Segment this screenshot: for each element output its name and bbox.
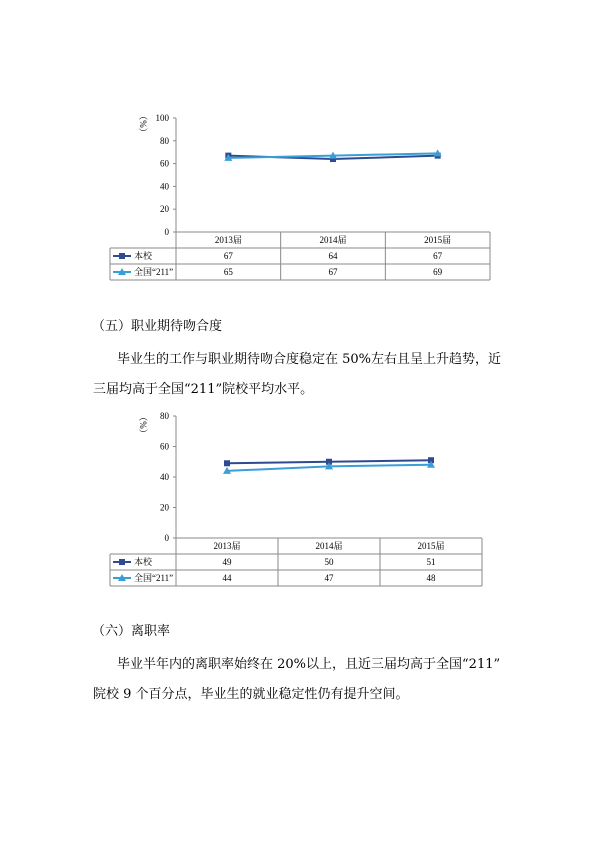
y-tick-label: 0 (164, 227, 169, 237)
data-point-square (224, 460, 230, 466)
y-tick-label: 80 (160, 135, 169, 146)
y-tick-label: 40 (160, 181, 169, 192)
table-cell-value: 49 (222, 557, 232, 567)
legend-label: 本校 (134, 251, 153, 261)
table-cell-value: 65 (223, 267, 233, 277)
paragraph-line: 毕业半年内的离职率始终在 20%以上，且近三届均高于全国“211” (117, 657, 501, 672)
table-column-header: 2014届 (319, 235, 347, 245)
table-cell-value: 69 (433, 267, 443, 277)
y-axis-unit-label: （%） (138, 111, 148, 137)
paragraph-turnover-rate (93, 650, 523, 710)
table-cell-value: 67 (433, 251, 443, 261)
y-tick-label: 20 (160, 502, 169, 513)
table-column-header: 2015届 (417, 541, 445, 551)
legend-label: 全国“211” (134, 267, 174, 277)
y-tick-label: 0 (164, 533, 169, 543)
section-heading-job-expectation: （五）职业期待吻合度 (92, 319, 223, 334)
y-tick-label: 60 (160, 158, 169, 169)
paragraph-line: 院校 9 个百分点，毕业生的就业稳定性仍有提升空间。 (93, 687, 409, 702)
paragraph-line: 三届均高于全国“211”院校平均水平。 (93, 382, 314, 397)
y-tick-label: 100 (155, 113, 169, 123)
y-tick-label: 60 (160, 441, 169, 452)
table-column-header: 2015届 (424, 235, 452, 245)
legend-label: 全国“211” (134, 573, 174, 583)
table-cell-value: 47 (324, 573, 334, 583)
table-cell-value: 51 (426, 557, 436, 567)
table-cell-value: 48 (426, 573, 436, 583)
table-column-header: 2013届 (213, 541, 241, 551)
y-tick-label: 80 (160, 411, 169, 421)
legend-square-marker (119, 559, 125, 565)
y-axis-unit-label: （%） (138, 412, 148, 438)
paragraph-line: 毕业生的工作与职业期待吻合度稳定在 50%左右且呈上升趋势，近 (117, 352, 502, 367)
table-cell-value: 50 (324, 557, 334, 567)
table-cell-value: 67 (328, 267, 338, 277)
table-column-header: 2014届 (315, 541, 343, 551)
table-cell-value: 64 (328, 251, 338, 261)
table-column-header: 2013届 (214, 235, 242, 245)
legend-label: 本校 (134, 557, 153, 567)
y-tick-label: 20 (160, 204, 169, 215)
table-cell-value: 67 (223, 251, 233, 261)
table-cell-value: 44 (222, 573, 232, 583)
paragraph-job-expectation (93, 345, 523, 405)
section-heading-turnover-rate: （六）离职率 (92, 624, 171, 639)
y-tick-label: 40 (160, 472, 169, 482)
